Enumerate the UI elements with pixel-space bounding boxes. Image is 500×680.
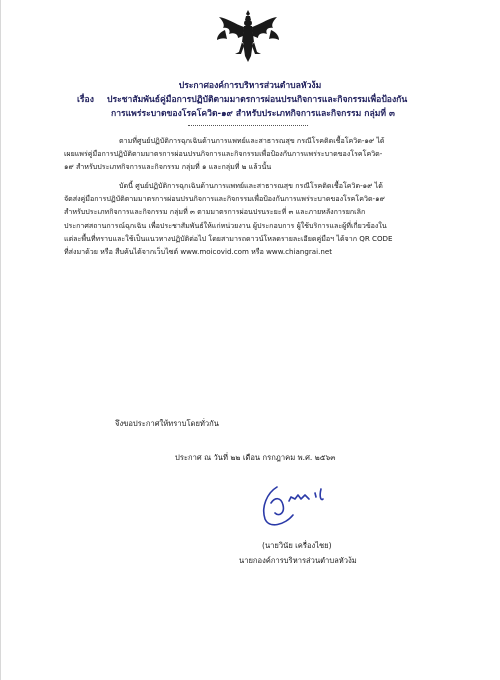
paragraph-2-line: ประกาศสถานการณ์ฉุกเฉิน เพื่อประชาสัมพันธ์ให้แก่หน่วยงาน ผู้ประกอบการ ผู้ใช้บริการและผู้ที่เกี่ยวข้องใน [64,220,387,230]
paragraph-1 [64,134,444,174]
subject-line-2: การแพร่ระบาดของโรคโควิด-๑๙ สำหรับประเภทกิจการและกิจกรรม กลุ่มที่ ๓ [111,109,395,119]
garuda-emblem-icon [213,8,283,64]
signer-name: (นายวินัย เครื่องไชย) [262,541,332,550]
paragraph-2-line: จัดส่งคู่มือการปฏิบัติตามมาตรการผ่อนปรนกิจการและกิจกรรมเพื่อป้องกันการแพร่ระบาดของโรคโควิด-๑๙ [64,194,385,204]
paragraph-1-line: ๑๙ สำหรับประเภทกิจการและกิจกรรม กลุ่มที่ ๑ และกลุ่มที่ ๒ แล้วนั้น [64,162,272,172]
announcement-title: ประกาศองค์การบริหารส่วนตำบลหัวง้ม [178,81,322,91]
paragraph-2-line: สำหรับประเภทกิจการและกิจกรรม กลุ่มที่ ๓ ตามมาตรการผ่อนปรนระยะที่ ๓ และภายหลังการยกเลิก [64,207,366,217]
signer-position: นายกองค์การบริหารส่วนตำบลหัวง้ม [239,556,357,565]
paragraph-1-line: ตามที่ศูนย์ปฏิบัติการฉุกเฉินด้านการแพทย์และสาธารณสุข กรณีโรคติดเชื้อโควิด-๑๙ ได้ [119,136,385,145]
paragraph-2-line: บัดนี้ ศูนย์ปฏิบัติการฉุกเฉินด้านการแพทย์และสาธารณสุข กรณีโรคติดเชื้อโควิด-๑๙ ได้ [119,181,383,190]
date-line: ประกาศ ณ วันที่ ๒๒ เดือน กรกฎาคม พ.ศ. ๒๕๖๓ [175,453,336,462]
paragraph-2 [64,179,444,258]
paragraph-2-line: แต่ละพื้นที่ทราบและใช้เป็นแนวทางปฏิบัติต่อไป โดยสามารถดาวน์โหลดรายละเอียดคู่มือฯ ได้จาก QR CODE [64,233,393,243]
paragraph-2-line: ที่ส่งมาด้วย หรือ สืบค้นได้จากเว็บไซต์ www.moicovid.com หรือ www.chiangrai.net [64,247,332,257]
dotted-divider [188,125,308,126]
closing-statement: จึงขอประกาศให้ทราบโดยทั่วกัน [115,419,219,428]
subject-label: เรื่อง [77,95,94,105]
subject-line-1: ประชาสัมพันธ์คู่มือการปฏิบัติตามมาตรการผ่อนปรนกิจการและกิจกรรมเพื่อป้องกัน [107,95,408,105]
paragraph-1-line: เผยแพร่คู่มือการปฏิบัติตามมาตรการผ่อนปรนกิจการและกิจกรรมเพื่อป้องกันการแพร่ระบาดของโรคโควิด- [64,149,383,159]
handwritten-signature [255,475,365,531]
